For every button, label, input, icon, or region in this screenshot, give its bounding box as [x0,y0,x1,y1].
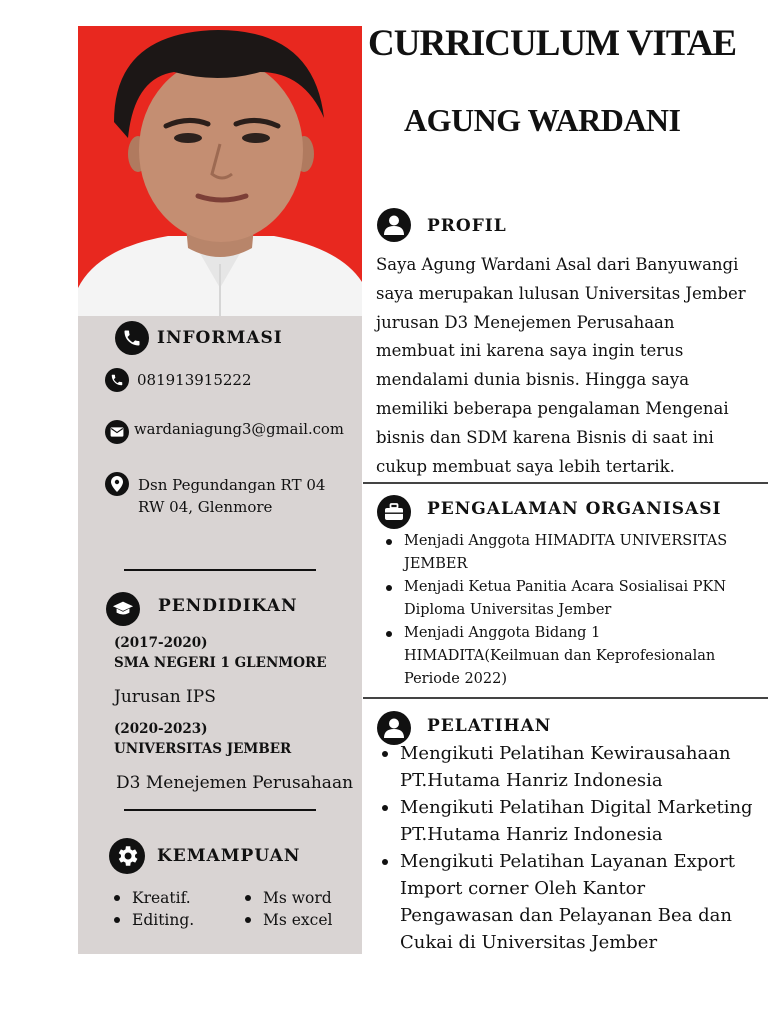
pel-item-line: Cukai di Universitas Jember [400,932,658,953]
profil-line: bisnis dan SDM karena Bisnis di saat ini [376,427,714,447]
edu-period-1: (2017-2020) [114,635,208,651]
phone-small-icon [105,368,129,392]
organisasi-heading: PENGALAMAN ORGANISASI [427,499,722,519]
location-pin-icon [105,472,129,496]
org-item-line: Menjadi Ketua Panitia Acara Sosialisai PKN [404,579,727,595]
edu-school-2: UNIVERSITAS JEMBER [114,741,292,757]
address-line2: RW 04, Glenmore [138,498,273,516]
edu-major-1: Jurusan IPS [114,687,216,707]
pel-item-line: PT.Hutama Hanriz Indonesia [400,770,663,791]
profil-line: memiliki beberapa pengalaman Mengenai [376,398,729,418]
org-item-line: Menjadi Anggota HIMADITA UNIVERSITAS [404,533,728,549]
kemampuan-heading: KEMAMPUAN [157,846,301,866]
sidebar-divider [124,809,316,811]
pelatihan-heading: PELATIHAN [427,716,552,736]
profil-line: mendalami dunia bisnis. Hingga saya [376,370,690,390]
address-line1: Dsn Pegundangan RT 04 [138,476,326,494]
pel-item-line: Import corner Oleh Kantor [400,878,646,899]
list-item [374,740,766,794]
phone-number: 081913915222 [137,371,252,389]
profile-photo [78,26,362,316]
profil-line: jurusan D3 Menejemen Perusahaan [376,312,675,332]
list-item [374,794,766,848]
list-item [374,848,766,956]
profil-line: Saya Agung Wardani Asal dari Banyuwangi [376,255,739,274]
sidebar-divider [124,569,316,571]
list-item [378,622,766,691]
phone-icon [115,321,149,355]
pel-item-line: PT.Hutama Hanriz Indonesia [400,824,663,845]
user-icon [377,208,411,242]
org-item-line: Diploma Universitas Jember [404,602,612,618]
profil-line: saya merupakan lulusan Universitas Jember [376,283,746,303]
email-icon [105,420,129,444]
graduation-cap-icon [106,592,140,626]
briefcase-icon [377,495,411,529]
profil-heading: PROFIL [427,216,507,236]
edu-period-2: (2020-2023) [114,721,208,737]
pel-item-line: Pengawasan dan Pelayanan Bea dan [400,905,732,926]
pendidikan-heading: PENDIDIKAN [158,596,298,616]
document-title: CURRICULUM VITAE [368,23,737,64]
profil-paragraph [376,251,766,481]
list-item: Ms excel [237,909,332,931]
org-item-line: Periode 2022) [404,671,508,687]
edu-major-2: D3 Menejemen Perusahaan [116,773,354,793]
pel-item-line: Mengikuti Pelatihan Kewirausahaan [400,743,731,764]
informasi-heading: INFORMASI [157,328,283,348]
pel-item-line: Mengikuti Pelatihan Digital Marketing [400,797,753,818]
skills-list-2 [237,887,332,931]
edu-school-1: SMA NEGERI 1 GLENMORE [114,655,327,671]
pelatihan-list [374,740,766,956]
org-item-line: JEMBER [404,556,468,572]
email-address: wardaniagung3@gmail.com [134,421,344,438]
profil-line: membuat ini karena saya ingin terus [376,341,684,361]
section-divider [363,697,768,699]
list-item [378,530,766,576]
person-name: AGUNG WARDANI [404,102,681,138]
org-item-line: Menjadi Anggota Bidang 1 [404,625,601,641]
list-item: Editing. [106,909,194,931]
profil-line: cukup membuat saya lebih tertarik. [376,456,675,476]
list-item: Kreatif. [106,887,194,909]
section-divider [363,482,768,484]
org-item-line: HIMADITA(Keilmuan dan Keprofesionalan [404,648,716,664]
list-item: Ms word [237,887,332,909]
organisasi-list [378,530,766,691]
pel-item-line: Mengikuti Pelatihan Layanan Export [400,851,735,872]
list-item [378,576,766,622]
gear-icon [109,838,145,874]
skills-list-1 [106,887,194,931]
